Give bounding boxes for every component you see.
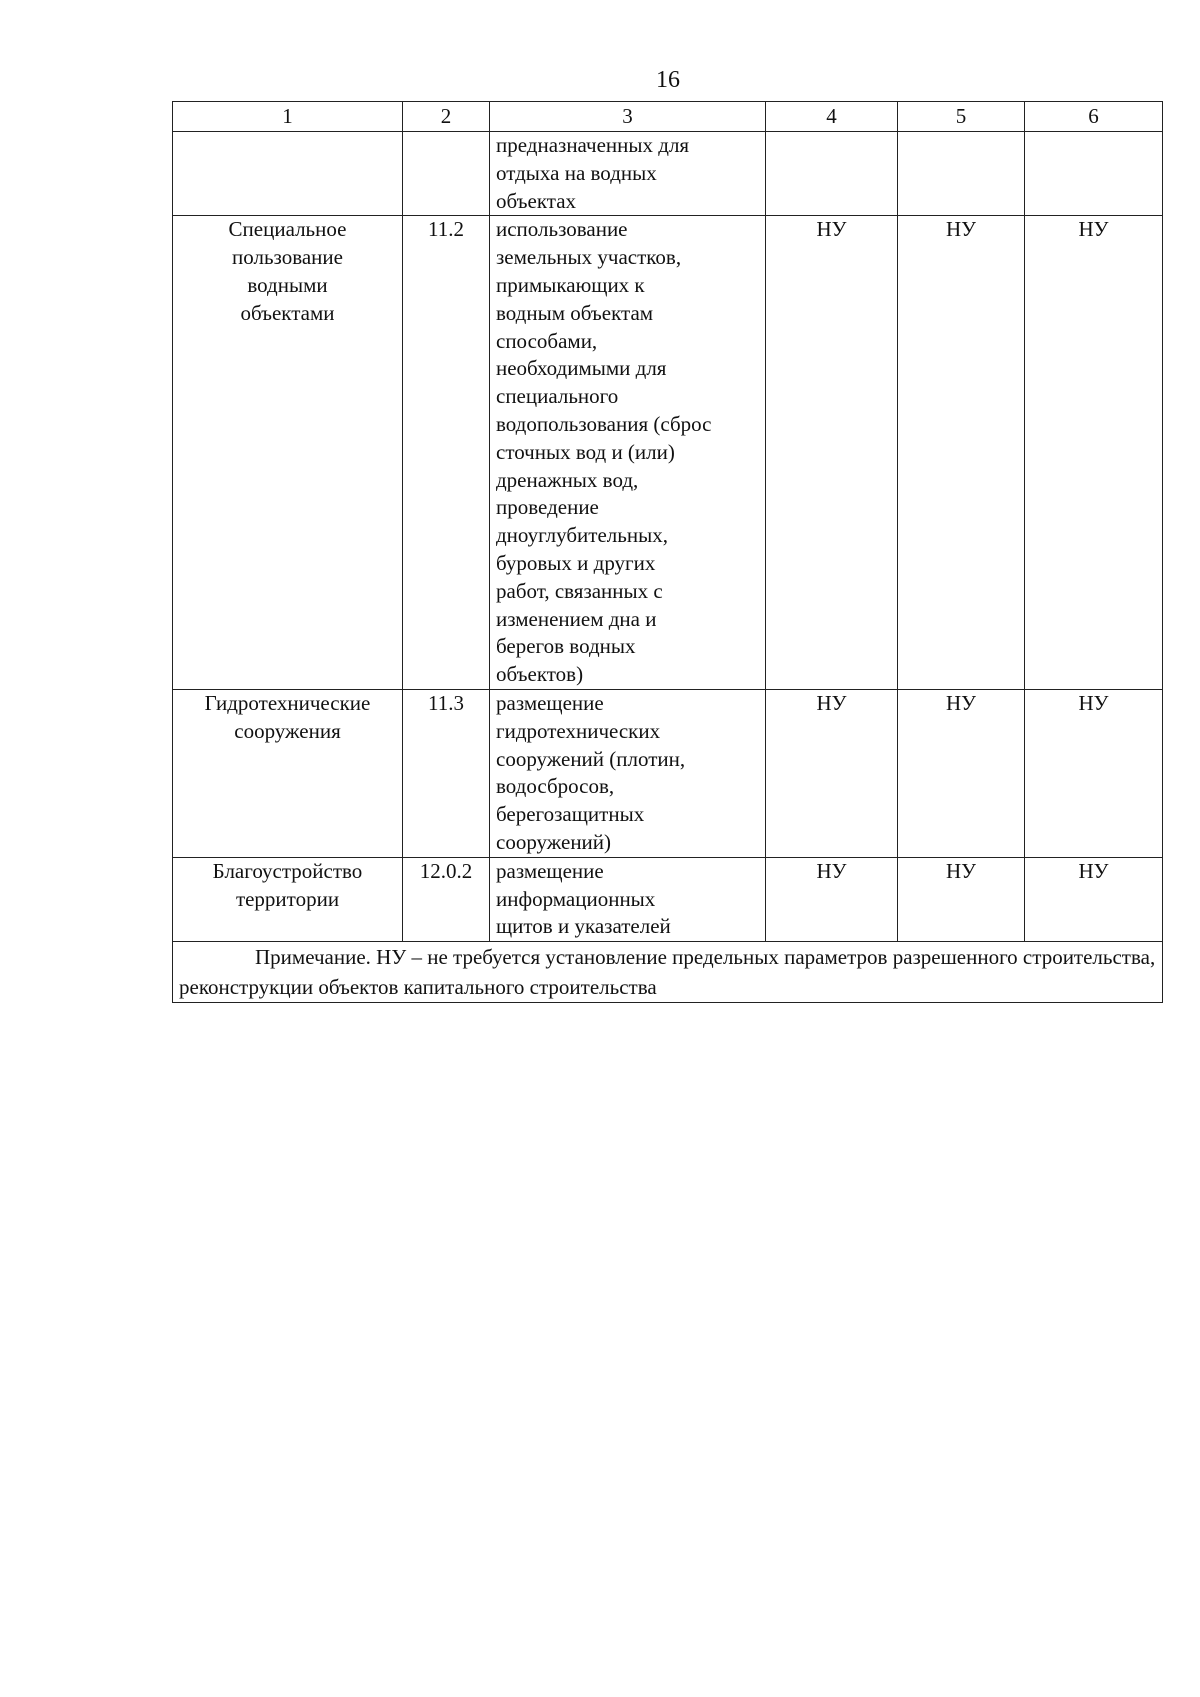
column-header-1: 1 — [173, 102, 403, 132]
page-number: 16 — [656, 67, 680, 93]
param-cell-4: НУ — [766, 857, 898, 941]
table-row — [173, 689, 1163, 857]
land-use-table — [172, 101, 1163, 1003]
use-description-cell: размещение гидротехнических сооружений (плотин, водосбросов, берегозащитных сооружений) — [490, 689, 766, 857]
use-code-cell: 11.2 — [403, 216, 490, 690]
use-description-cell: использование земельных участков, примыкающих к водным объектам способами, необходимыми для специального водопользования (сброс сточных вод и (или) дренажных вод, проведение дноуглубительных, буровых и других работ, связанных с изменением дна и берегов водных объектов) — [490, 216, 766, 690]
table-note-cell — [173, 942, 1163, 1003]
table-row — [173, 857, 1163, 941]
table-note: Примечание. НУ – не требуется установление предельных параметров разрешенного строительства, реконструкции объектов капитального строительства — [179, 945, 1156, 1000]
param-cell-6: НУ — [1025, 857, 1163, 941]
table-row — [173, 216, 1163, 690]
use-code-cell: 11.3 — [403, 689, 490, 857]
use-name-cell: Специальное пользование водными объектами — [173, 216, 403, 690]
param-cell-5 — [898, 132, 1025, 216]
table-note-row — [173, 942, 1163, 1003]
use-description-cell: предназначенных для отдыха на водных объектах — [490, 132, 766, 216]
use-code-cell: 12.0.2 — [403, 857, 490, 941]
param-cell-5: НУ — [898, 689, 1025, 857]
use-description-cell: размещение информационных щитов и указателей — [490, 857, 766, 941]
column-header-2: 2 — [403, 102, 490, 132]
table-row — [173, 132, 1163, 216]
param-cell-6: НУ — [1025, 689, 1163, 857]
use-name-cell — [173, 132, 403, 216]
param-cell-4: НУ — [766, 216, 898, 690]
column-header-3: 3 — [490, 102, 766, 132]
param-cell-5: НУ — [898, 216, 1025, 690]
param-cell-4: НУ — [766, 689, 898, 857]
param-cell-5: НУ — [898, 857, 1025, 941]
param-cell-4 — [766, 132, 898, 216]
table-header-row — [173, 102, 1163, 132]
column-header-6: 6 — [1025, 102, 1163, 132]
use-name-cell: Благоустройство территории — [173, 857, 403, 941]
column-header-4: 4 — [766, 102, 898, 132]
use-name-cell: Гидротехнические сооружения — [173, 689, 403, 857]
param-cell-6: НУ — [1025, 216, 1163, 690]
param-cell-6 — [1025, 132, 1163, 216]
use-code-cell — [403, 132, 490, 216]
column-header-5: 5 — [898, 102, 1025, 132]
